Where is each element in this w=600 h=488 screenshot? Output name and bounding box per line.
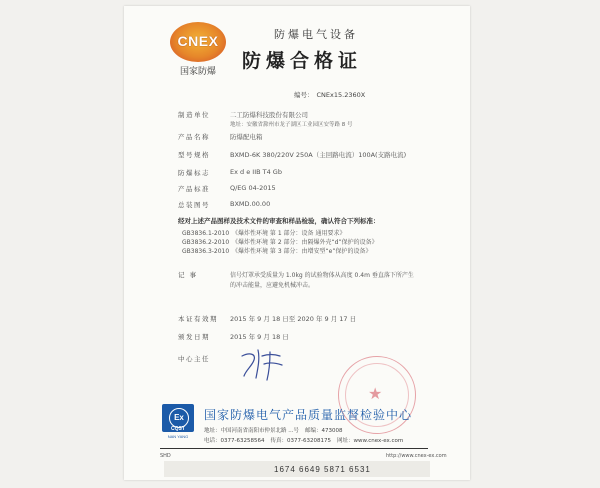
director-label: 中心主任 bbox=[178, 355, 210, 363]
center-postcode: 邮编：473008 bbox=[305, 428, 343, 434]
product-standard-value: Q/EG 04-2015 bbox=[230, 184, 276, 192]
cnex-logo-mark: CNEX bbox=[177, 33, 219, 49]
cnex-logo bbox=[164, 22, 232, 77]
center-web: 网址：www.cnex-ex.com bbox=[336, 438, 404, 444]
certificate-sheet bbox=[124, 6, 470, 480]
validity-label: 本证有效期 bbox=[178, 315, 218, 323]
standard-item bbox=[182, 228, 345, 237]
certificate-title: 防爆合格证 bbox=[242, 50, 363, 72]
center-contact-line bbox=[204, 436, 409, 444]
footer-left-text: SHD bbox=[160, 453, 171, 459]
notes-line-1: 信号灯罩承受质量为 1.0kg 的试验物体从高度 0.4m 垂直落下所产生 bbox=[230, 272, 414, 279]
inspection-center-name: 国家防爆电气产品质量监督检验中心 bbox=[204, 408, 413, 422]
standard-code: GB3836.2-2010 bbox=[182, 239, 230, 246]
ex-marking-value: Ex d e IIB T4 Gb bbox=[230, 168, 282, 176]
standard-item bbox=[182, 246, 371, 255]
issue-date-label: 颁发日期 bbox=[178, 333, 210, 341]
manufacturer-address: 地址：安徽省滁州市龙子湖区工业园区安等路 8 号 bbox=[230, 122, 353, 128]
product-name-value: 防爆配电箱 bbox=[230, 133, 263, 141]
standard-title: 《爆炸性环境 第 2 部分：由隔爆外壳“d”保护的设备》 bbox=[232, 239, 378, 246]
manufacturer-label: 制造单位 bbox=[178, 111, 210, 119]
manufacturer-value: 二工防爆科技股份有限公司 bbox=[230, 111, 308, 119]
center-address-line bbox=[204, 426, 349, 434]
cqst-logo-sub: NAN YANG bbox=[167, 434, 189, 439]
standard-title: 《爆炸性环境 第 1 部分：设备 通用要求》 bbox=[232, 230, 346, 237]
certificate-number-label: 编号： bbox=[294, 91, 314, 99]
standard-item bbox=[182, 237, 378, 246]
standard-code: GB3836.1-2010 bbox=[182, 230, 230, 237]
model-value: BXMD-6K 380/220V 250A（主回路电流）100A(支路电流) bbox=[230, 151, 407, 159]
notes-line-2: 的冲击能量，应避免机械冲击。 bbox=[230, 282, 315, 289]
center-address: 地址：中国河南省南阳市仲景北路 ...号 bbox=[204, 428, 299, 434]
director-signature bbox=[236, 346, 286, 382]
standard-code: GB3836.3-2010 bbox=[182, 248, 230, 255]
issue-date-value: 2015 年 9 月 18 日 bbox=[230, 333, 289, 341]
star-icon: ★ bbox=[368, 384, 383, 403]
inspection-statement: 经对上述产品图样及技术文件的审查和样品检验，确认符合下列标准： bbox=[178, 217, 380, 225]
ex-icon: Ex bbox=[169, 408, 189, 428]
validity-value: 2015 年 9 月 18 日至 2020 年 9 月 17 日 bbox=[230, 315, 357, 323]
ex-marking-label: 防爆标志 bbox=[178, 169, 210, 177]
product-name-label: 产品名称 bbox=[178, 133, 210, 141]
drawing-number-label: 总装图号 bbox=[178, 201, 210, 209]
footer-divider bbox=[160, 448, 428, 449]
notes-label: 记 事 bbox=[178, 271, 198, 279]
standard-title: 《爆炸性环境 第 3 部分：由增安型“e”保护的设备》 bbox=[232, 248, 372, 255]
verification-phone: 1674 6649 5871 6531 bbox=[274, 465, 371, 474]
footer-url: http://www.cnex-ex.com bbox=[386, 453, 447, 459]
product-standard-label: 产品标准 bbox=[178, 185, 210, 193]
cnex-logo-caption: 国家防爆 bbox=[179, 67, 216, 77]
center-fax: 传真：0377-63208175 bbox=[270, 438, 331, 444]
drawing-number-value: BXMD.00.00 bbox=[230, 200, 271, 208]
agency-title: 防爆电气设备 bbox=[274, 28, 358, 41]
cqst-logo bbox=[162, 404, 194, 444]
center-tel: 电话：0377-63258564 bbox=[204, 438, 265, 444]
certificate-number-value: CNEx15.2360X bbox=[316, 91, 366, 99]
certificate-number bbox=[294, 90, 368, 99]
model-label: 型号规格 bbox=[178, 151, 210, 159]
cqst-logo-label: CQST bbox=[171, 426, 185, 432]
